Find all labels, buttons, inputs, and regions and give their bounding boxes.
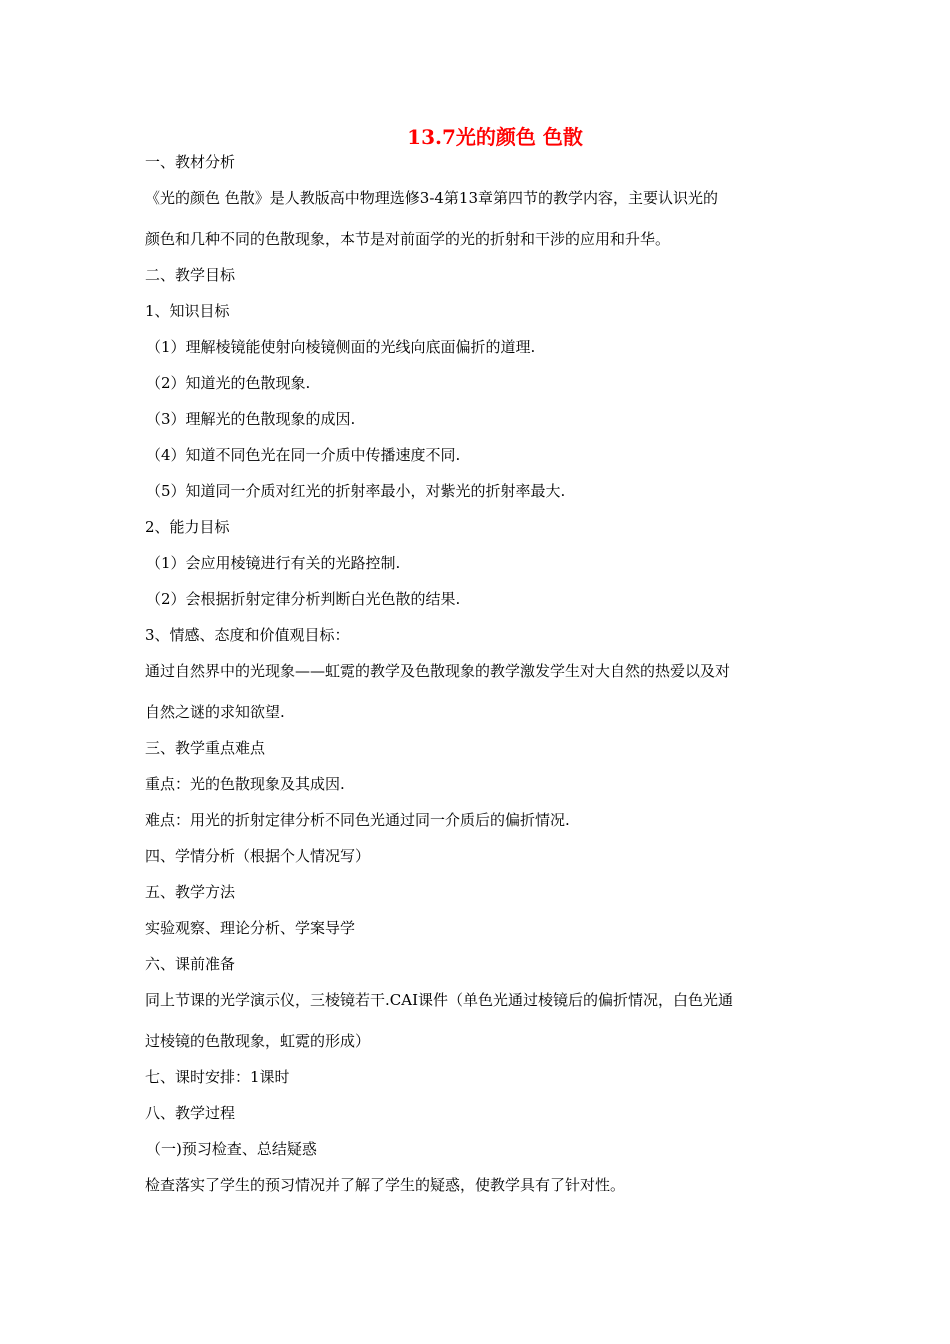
paragraph-line: 实验观察、理论分析、学案导学 — [145, 919, 356, 937]
section-heading-teaching-methods: 五、教学方法 — [145, 883, 236, 901]
paragraph-line: 通过自然界中的光现象——虹霓的教学及色散现象的教学激发学生对大自然的热爱以及对 — [145, 662, 731, 680]
subsection-heading-preview-check: （一)预习检查、总结疑惑 — [146, 1140, 317, 1158]
section-heading-student-analysis: 四、学情分析（根据个人情况写） — [145, 847, 371, 865]
subsection-heading-ability-goals: 2、能力目标 — [145, 518, 230, 536]
subsection-heading-knowledge-goals: 1、知识目标 — [145, 302, 230, 320]
section-heading-key-points: 三、教学重点难点 — [145, 739, 266, 757]
section-heading-preparation: 六、课前准备 — [145, 955, 236, 973]
paragraph-line: 过棱镜的色散现象，虹霓的形成） — [145, 1032, 371, 1050]
subsection-heading-emotion-goals: 3、情感、态度和价值观目标： — [145, 626, 350, 644]
list-item: （1）理解棱镜能使射向棱镜侧面的光线向底面偏折的道理. — [146, 338, 536, 356]
page-title: 13.7光的颜色 色散 — [407, 125, 583, 149]
paragraph-line: 同上节课的光学演示仪，三棱镜若干.CAI课件（单色光通过棱镜后的偏折情况，白色光通 — [145, 991, 734, 1009]
section-heading-teaching-process: 八、教学过程 — [145, 1104, 236, 1122]
list-item: （1）会应用棱镜进行有关的光路控制. — [146, 554, 401, 572]
paragraph-line: 重点：光的色散现象及其成因. — [145, 775, 345, 793]
list-item: （4）知道不同色光在同一介质中传播速度不同. — [146, 446, 461, 464]
section-heading-schedule: 七、课时安排：1课时 — [145, 1068, 290, 1086]
paragraph-line: 自然之谜的求知欲望. — [145, 703, 285, 721]
paragraph-line: 检查落实了学生的预习情况并了解了学生的疑惑，使教学具有了针对性。 — [145, 1176, 626, 1194]
list-item: （2）会根据折射定律分析判断白光色散的结果. — [146, 590, 461, 608]
list-item: （3）理解光的色散现象的成因. — [146, 410, 356, 428]
paragraph-line: 颜色和几种不同的色散现象，本节是对前面学的光的折射和干涉的应用和升华。 — [145, 230, 671, 248]
section-heading-teaching-goals: 二、教学目标 — [145, 266, 236, 284]
paragraph-line: 《光的颜色 色散》是人教版高中物理选修3-4第13章第四节的教学内容，主要认识光的 — [145, 189, 719, 207]
paragraph-line: 难点：用光的折射定律分析不同色光通过同一介质后的偏折情况. — [145, 811, 570, 829]
section-heading-textbook-analysis: 一、教材分析 — [145, 153, 236, 171]
list-item: （5）知道同一介质对红光的折射率最小，对紫光的折射率最大. — [146, 482, 566, 500]
list-item: （2）知道光的色散现象. — [146, 374, 311, 392]
